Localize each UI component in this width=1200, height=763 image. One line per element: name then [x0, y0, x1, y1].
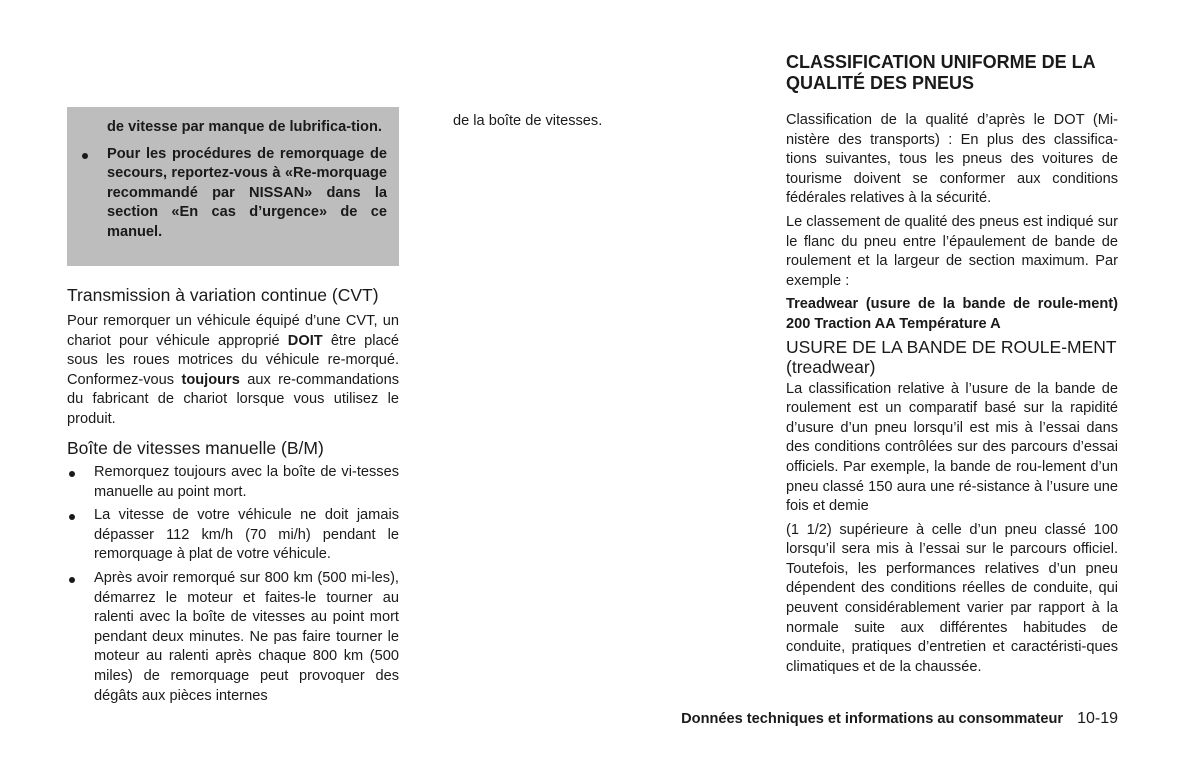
- warning-continuation: de vitesse par manque de lubrifica-tion.: [107, 119, 382, 135]
- manual-section: [67, 438, 399, 706]
- warning-box: [67, 107, 399, 266]
- footer-title: Données techniques et informations au consommateur: [681, 711, 1064, 727]
- tire-example: Treadwear (usure de la bande de roule-ment) 200 Traction AA Température A: [786, 296, 1118, 332]
- middle-column: [453, 112, 783, 132]
- cvt-bold-doit: DOIT: [287, 332, 323, 349]
- cvt-section: [67, 285, 399, 430]
- tire-paragraph-2: Le classement de qualité des pneus est indiqué sur le flanc du pneu entre l’épaulement de bande de roulement et la largeur de section maximum. Par exemple :: [786, 213, 1118, 289]
- page-footer: [560, 709, 1118, 730]
- manual-continuation: de la boîte de vitesses.: [453, 113, 603, 129]
- warning-bullet: Pour les procédures de remorquage de secours, reportez-vous à «Re-morquage recommandé par NISSAN» dans la section «En cas d’urgence» de ce manuel.: [107, 145, 387, 243]
- tire-section: [786, 52, 1118, 677]
- page-number: 10-19: [1077, 710, 1118, 727]
- cvt-heading: Transmission à variation continue (CVT): [67, 285, 379, 305]
- cvt-bold-toujours: toujours: [181, 371, 240, 388]
- tire-paragraph-1: Classification de la qualité d’après le DOT (Mi-nistère des transports) : En plus des classifica-tions suivantes, tous les pneus des voitures de tourisme doivent se conformer aux conditions fédérales relatives à la sécurité.: [786, 112, 1118, 207]
- manual-bullet-2: La vitesse de votre véhicule ne doit jamais dépasser 112 km/h (70 mi/h) pendant le remorquage à plat de votre véhicule.: [67, 506, 399, 565]
- treadwear-heading: USURE DE LA BANDE DE ROULE-MENT (treadwear): [786, 336, 1117, 377]
- tire-paragraph-4: (1 1/2) supérieure à celle d’un pneu classé 100 lorsqu’il sera mis à l’essai sur le parcours officiel. Toutefois, les performances relatives d’un pneu dépendent des conditions réelles de conduite, qui peuvent considérablement varier par rapport à la normale suite aux différentes habitudes de conduite, pratiques d’entretien et caractéristi-ques climatiques et de la chaussée.: [786, 521, 1118, 675]
- manual-heading: Boîte de vitesses manuelle (B/M): [67, 438, 324, 458]
- manual-bullet-1: Remorquez toujours avec la boîte de vi-tesses manuelle au point mort.: [67, 463, 399, 502]
- manual-bullet-3: Après avoir remorqué sur 800 km (500 mi-les), démarrez le moteur et faites-le tourner au ralenti avec la boîte de vitesses au point mort pendant deux minutes. Ne pas faire tourner le moteur au ralenti après chaque 800 km (500 miles) de remorquage peut provoquer des dégâts aux pièces internes: [67, 569, 399, 706]
- cvt-paragraph: Pour remorquer un véhicule équipé d’une CVT, un chariot pour véhicule approprié DOIT être placé sous les roues motrices du véhicule re-morqué. Conformez-vous toujours aux re-commandations du fabricant de chariot lorsque vous utilisez le produit.: [67, 313, 399, 427]
- tire-title: CLASSIFICATION UNIFORME DE LA QUALITÉ DES PNEUS: [786, 52, 1095, 93]
- tire-paragraph-3: La classification relative à l’usure de la bande de roulement est un comparatif basé sur la rapidité d’usure d’un pneu lorsqu’il est mis à l’essai dans des conditions contrôlées sur des parcours d’essai officiels. Par exemple, la bande de rou-lement d’un pneu classé 150 aura une ré-sistance à l’usure une fois et demie: [786, 380, 1118, 515]
